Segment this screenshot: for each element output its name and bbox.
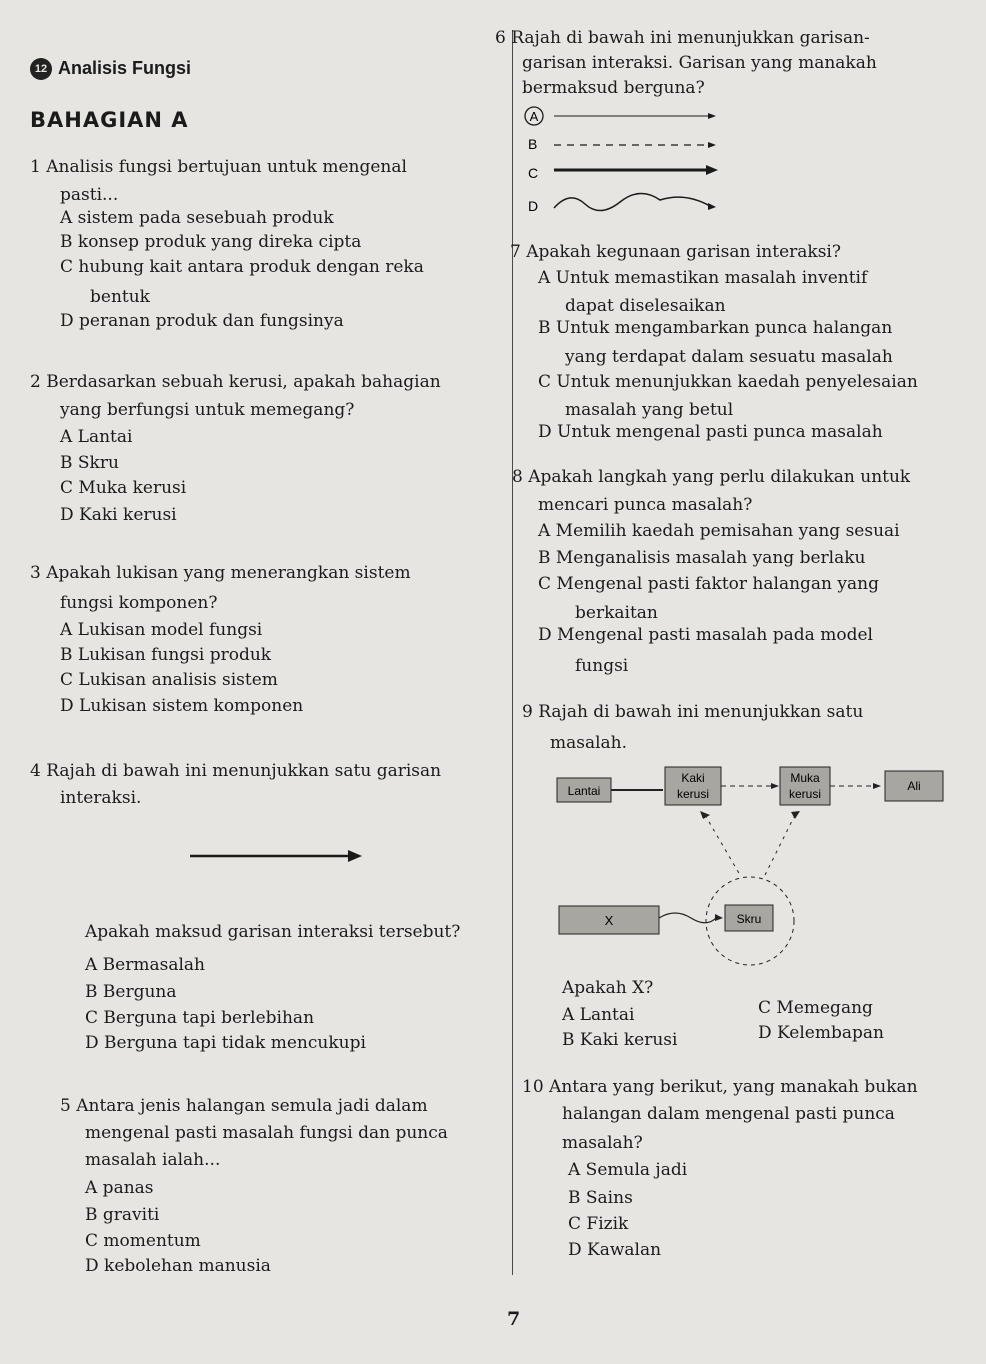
q9-line-kaki-skru: [705, 815, 740, 875]
q1-option-a[interactable]: A sistem pada sesebuah produk: [60, 208, 334, 228]
q2-option-b[interactable]: B Skru: [60, 453, 119, 473]
q5-stem-1: 5 Antara jenis halangan semula jadi dalam: [60, 1096, 428, 1116]
q9-option-d[interactable]: D Kelembapan: [758, 1023, 884, 1043]
q8-option-d-cont: fungsi: [575, 656, 629, 676]
q3-option-c[interactable]: C Lukisan analisis sistem: [60, 670, 278, 690]
q1-stem-1: 1 Analisis fungsi bertujuan untuk mengenal: [30, 157, 407, 177]
q5-stem-3: masalah ialah...: [85, 1150, 221, 1170]
q6-stem-1: 6 Rajah di bawah ini menunjukkan garisan-: [495, 28, 870, 48]
q5-option-c[interactable]: C momentum: [85, 1231, 201, 1251]
q1-option-b[interactable]: B konsep produk yang direka cipta: [60, 232, 362, 252]
q9-text-kaki: Kaki: [681, 771, 705, 785]
column-divider: [512, 30, 513, 1275]
q4-option-a[interactable]: A Bermasalah: [85, 955, 205, 975]
q3-stem-1: 3 Apakah lukisan yang menerangkan sistem: [30, 563, 411, 583]
q4-option-b[interactable]: B Berguna: [85, 982, 177, 1002]
q9-stem-1: 9 Rajah di bawah ini menunjukkan satu: [522, 702, 864, 722]
q10-option-b[interactable]: B Sains: [568, 1188, 633, 1208]
q4-stem-2: interaksi.: [60, 788, 142, 808]
q9-text-kaki-kerusi: kerusi: [676, 787, 710, 801]
q1-option-c-cont: bentuk: [90, 287, 150, 307]
q8-option-c[interactable]: C Mengenal pasti faktor halangan yang: [538, 574, 879, 594]
q9-question: Apakah X?: [562, 978, 654, 998]
q9-text-lantai: Lantai: [567, 784, 601, 798]
q9-text-skru: Skru: [736, 912, 762, 926]
q8-option-c-cont: berkaitan: [575, 603, 658, 623]
q1-option-c[interactable]: C hubung kait antara produk dengan reka: [60, 257, 424, 277]
q6-interaction-lines: [520, 100, 740, 215]
q7-stem: 7 Apakah kegunaan garisan interaksi?: [510, 242, 841, 262]
q6-line-d: [554, 193, 710, 210]
q4-option-d[interactable]: D Berguna tapi tidak mencukupi: [85, 1033, 366, 1053]
q9-option-c[interactable]: C Memegang: [758, 998, 873, 1018]
q1-stem-2: pasti...: [60, 185, 119, 205]
q8-option-b[interactable]: B Menganalisis masalah yang berlaku: [538, 548, 866, 568]
q10-option-c[interactable]: C Fizik: [568, 1214, 629, 1234]
q5-option-d[interactable]: D kebolehan manusia: [85, 1256, 271, 1276]
q3-option-b[interactable]: B Lukisan fungsi produk: [60, 645, 272, 665]
page-number: 7: [507, 1308, 521, 1330]
q7-option-a-cont: dapat diselesaikan: [565, 296, 726, 316]
q6-label-c: C: [528, 165, 539, 181]
q6-label-a: A: [529, 109, 539, 124]
q10-stem-1: 10 Antara yang berikut, yang manakah bukan: [522, 1077, 918, 1097]
q7-option-d[interactable]: D Untuk mengenal pasti punca masalah: [538, 422, 883, 442]
q7-option-c[interactable]: C Untuk menunjukkan kaedah penyelesaian: [538, 372, 918, 392]
q5-option-b[interactable]: B graviti: [85, 1205, 160, 1225]
q9-text-ali: Ali: [907, 779, 921, 793]
q4-question: Apakah maksud garisan interaksi tersebut?: [85, 922, 461, 942]
q5-option-a[interactable]: A panas: [85, 1178, 154, 1198]
q2-option-a[interactable]: A Lantai: [60, 427, 133, 447]
q8-stem-2: mencari punca masalah?: [538, 495, 753, 515]
q10-stem-3: masalah?: [562, 1133, 643, 1153]
q8-option-a[interactable]: A Memilih kaedah pemisahan yang sesuai: [538, 521, 900, 541]
q9-text-muka: Muka: [790, 771, 820, 785]
q6-stem-2: garisan interaksi. Garisan yang manakah: [522, 53, 877, 73]
q9-line-x-skru: [659, 913, 717, 923]
q7-option-b-cont: yang terdapat dalam sesuatu masalah: [565, 347, 893, 367]
q9-text-muka-kerusi: kerusi: [788, 787, 822, 801]
q3-stem-2: fungsi komponen?: [60, 593, 218, 613]
q2-option-c[interactable]: C Muka kerusi: [60, 478, 187, 498]
q3-option-a[interactable]: A Lukisan model fungsi: [60, 620, 263, 640]
q9-option-a[interactable]: A Lantai: [562, 1005, 635, 1025]
q4-option-c[interactable]: C Berguna tapi berlebihan: [85, 1008, 315, 1028]
q9-stem-2: masalah.: [550, 733, 628, 753]
q6-label-b: B: [528, 136, 538, 152]
q6-stem-3: bermaksud berguna?: [522, 78, 705, 98]
q10-option-a[interactable]: A Semula jadi: [568, 1160, 688, 1180]
q7-option-c-cont: masalah yang betul: [565, 400, 734, 420]
q9-option-b[interactable]: B Kaki kerusi: [562, 1030, 678, 1050]
q6-label-d: D: [528, 198, 539, 214]
q1-option-d[interactable]: D peranan produk dan fungsinya: [60, 311, 344, 331]
q4-stem-1: 4 Rajah di bawah ini menunjukkan satu garisan: [30, 761, 442, 781]
q8-option-d[interactable]: D Mengenal pasti masalah pada model: [538, 625, 873, 645]
q3-option-d[interactable]: D Lukisan sistem komponen: [60, 696, 304, 716]
q9-problem-diagram: [555, 763, 945, 968]
chapter-title: Analisis Fungsi: [58, 58, 192, 78]
q7-option-a[interactable]: A Untuk memastikan masalah inventif: [538, 268, 868, 288]
q2-option-d[interactable]: D Kaki kerusi: [60, 505, 177, 525]
q8-stem-1: 8 Apakah langkah yang perlu dilakukan untuk: [512, 467, 911, 487]
q10-stem-2: halangan dalam mengenal pasti punca: [562, 1104, 895, 1124]
q4-interaction-line: [190, 846, 370, 866]
q9-line-muka-skru: [765, 815, 795, 875]
q5-stem-2: mengenal pasti masalah fungsi dan punca: [85, 1123, 448, 1143]
q10-option-d[interactable]: D Kawalan: [568, 1240, 662, 1260]
q2-stem-1: 2 Berdasarkan sebuah kerusi, apakah bahagian: [30, 372, 441, 392]
q7-option-b[interactable]: B Untuk mengambarkan punca halangan: [538, 318, 893, 338]
q2-stem-2: yang berfungsi untuk memegang?: [60, 400, 355, 420]
section-title: BAHAGIAN A: [30, 108, 189, 132]
chapter-badge: 12: [30, 58, 52, 80]
q9-text-x: X: [604, 913, 614, 928]
